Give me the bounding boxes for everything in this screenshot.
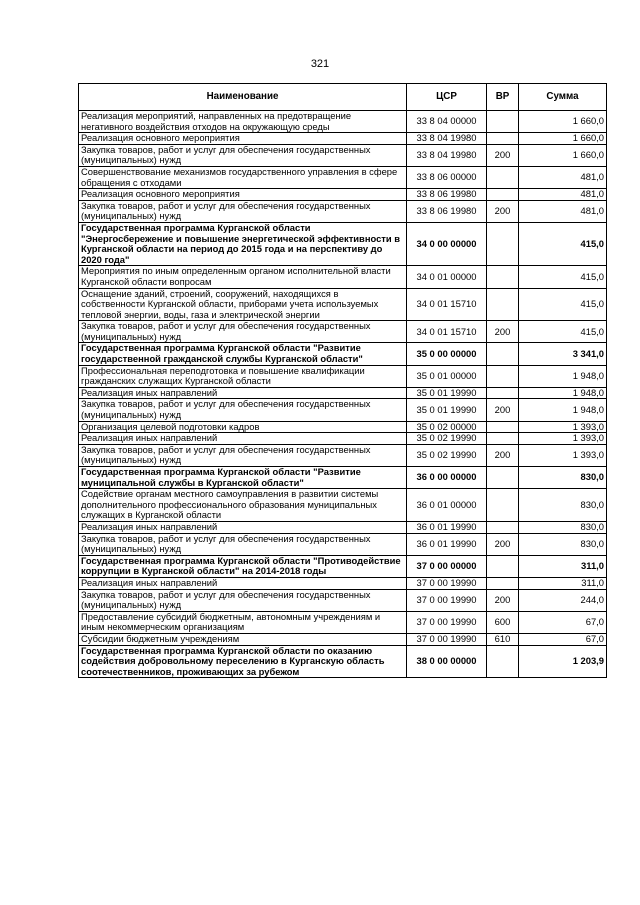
row-vr-cell (487, 133, 519, 145)
row-csr-cell: 36 0 00 00000 (407, 467, 487, 489)
budget-table (78, 83, 607, 678)
row-csr-cell: 36 0 01 00000 (407, 489, 487, 522)
row-name-cell: Совершенствование механизмов государственного управления в сфере обращения с отходами (79, 166, 407, 188)
table-row (79, 645, 607, 678)
row-sum-cell: 1 393,0 (519, 421, 607, 433)
row-name-cell: Государственная программа Курганской области "Противодействие коррупции в Курганской области" на 2014-2018 годы (79, 555, 407, 577)
row-name-cell: Закупка товаров, работ и услуг для обеспечения государственных (муниципальных) нужд (79, 200, 407, 222)
row-vr-cell: 200 (487, 533, 519, 555)
row-name-cell: Реализация основного мероприятия (79, 133, 407, 145)
row-name-cell: Закупка товаров, работ и услуг для обеспечения государственных (муниципальных) нужд (79, 399, 407, 421)
row-csr-cell: 37 0 00 19990 (407, 611, 487, 633)
row-csr-cell: 35 0 01 19990 (407, 399, 487, 421)
row-vr-cell (487, 266, 519, 288)
row-csr-cell: 38 0 00 00000 (407, 645, 487, 678)
table-row (79, 111, 607, 133)
row-csr-cell: 36 0 01 19990 (407, 521, 487, 533)
table-row (79, 555, 607, 577)
row-name-cell: Реализация основного мероприятия (79, 189, 407, 201)
row-vr-cell (487, 343, 519, 365)
row-sum-cell: 415,0 (519, 321, 607, 343)
table-row (79, 144, 607, 166)
table-row (79, 489, 607, 522)
header-vr: ВР (487, 84, 519, 111)
table-row (79, 611, 607, 633)
row-sum-cell: 311,0 (519, 555, 607, 577)
table-row (79, 444, 607, 466)
row-vr-cell: 200 (487, 589, 519, 611)
row-vr-cell (487, 189, 519, 201)
row-vr-cell (487, 467, 519, 489)
table-row (79, 521, 607, 533)
row-sum-cell: 415,0 (519, 222, 607, 265)
row-csr-cell: 35 0 01 19990 (407, 387, 487, 399)
row-csr-cell: 34 0 01 15710 (407, 288, 487, 321)
row-csr-cell: 36 0 01 19990 (407, 533, 487, 555)
row-vr-cell: 200 (487, 321, 519, 343)
row-sum-cell: 1 948,0 (519, 399, 607, 421)
table-row (79, 200, 607, 222)
row-sum-cell: 1 203,9 (519, 645, 607, 678)
row-sum-cell: 1 660,0 (519, 144, 607, 166)
row-vr-cell (487, 166, 519, 188)
row-csr-cell: 37 0 00 19990 (407, 633, 487, 645)
row-vr-cell (487, 387, 519, 399)
row-sum-cell: 830,0 (519, 467, 607, 489)
row-sum-cell: 415,0 (519, 266, 607, 288)
row-vr-cell (487, 577, 519, 589)
table-row (79, 387, 607, 399)
row-sum-cell: 244,0 (519, 589, 607, 611)
row-csr-cell: 34 0 01 00000 (407, 266, 487, 288)
row-name-cell: Государственная программа Курганской области "Развитие государственной гражданской службы Курганской области" (79, 343, 407, 365)
row-sum-cell: 1 660,0 (519, 133, 607, 145)
row-name-cell: Мероприятия по иным определенным органом исполнительной власти Курганской области вопросам (79, 266, 407, 288)
row-vr-cell: 200 (487, 200, 519, 222)
row-name-cell: Предоставление субсидий бюджетным, автономным учреждениям и иным некоммерческим организациям (79, 611, 407, 633)
table-row (79, 433, 607, 445)
page-number: 321 (310, 58, 330, 70)
row-csr-cell: 35 0 02 19990 (407, 444, 487, 466)
row-sum-cell: 415,0 (519, 288, 607, 321)
table-row (79, 533, 607, 555)
row-csr-cell: 33 8 04 00000 (407, 111, 487, 133)
row-sum-cell: 1 948,0 (519, 387, 607, 399)
row-sum-cell: 1 660,0 (519, 111, 607, 133)
row-sum-cell: 3 341,0 (519, 343, 607, 365)
row-vr-cell (487, 433, 519, 445)
row-vr-cell (487, 111, 519, 133)
row-name-cell: Реализация иных направлений (79, 433, 407, 445)
row-name-cell: Оснащение зданий, строений, сооружений, находящихся в собственности Курганской области, приборами учета используемых тепловой энергии, воды, газа и электрической энергии (79, 288, 407, 321)
table-row (79, 421, 607, 433)
table-row (79, 133, 607, 145)
row-csr-cell: 35 0 00 00000 (407, 343, 487, 365)
row-csr-cell: 33 8 06 19980 (407, 189, 487, 201)
row-sum-cell: 1 393,0 (519, 433, 607, 445)
row-vr-cell (487, 421, 519, 433)
row-vr-cell (487, 222, 519, 265)
row-name-cell: Закупка товаров, работ и услуг для обеспечения государственных (муниципальных) нужд (79, 533, 407, 555)
row-name-cell: Реализация иных направлений (79, 387, 407, 399)
row-vr-cell (487, 645, 519, 678)
table-header-row (79, 84, 607, 111)
row-csr-cell: 34 0 01 15710 (407, 321, 487, 343)
row-name-cell: Государственная программа Курганской области "Энергосбережение и повышение энергетической эффективности в Курганской области на период до 2015 года и на перспективу до 2020 года" (79, 222, 407, 265)
table-row (79, 399, 607, 421)
row-vr-cell: 200 (487, 144, 519, 166)
table-row (79, 321, 607, 343)
row-name-cell: Закупка товаров, работ и услуг для обеспечения государственных (муниципальных) нужд (79, 589, 407, 611)
table-row (79, 467, 607, 489)
table-body (79, 111, 607, 678)
row-csr-cell: 33 8 04 19980 (407, 133, 487, 145)
row-name-cell: Закупка товаров, работ и услуг для обеспечения государственных (муниципальных) нужд (79, 144, 407, 166)
header-name: Наименование (79, 84, 407, 111)
table-row (79, 633, 607, 645)
row-name-cell: Реализация иных направлений (79, 577, 407, 589)
row-vr-cell: 600 (487, 611, 519, 633)
header-csr: ЦСР (407, 84, 487, 111)
row-name-cell: Организация целевой подготовки кадров (79, 421, 407, 433)
row-sum-cell: 830,0 (519, 533, 607, 555)
row-name-cell: Государственная программа Курганской области "Развитие муниципальной службы в Курганской области" (79, 467, 407, 489)
row-name-cell: Закупка товаров, работ и услуг для обеспечения государственных (муниципальных) нужд (79, 444, 407, 466)
header-sum: Сумма (519, 84, 607, 111)
row-sum-cell: 481,0 (519, 166, 607, 188)
table-row (79, 343, 607, 365)
row-csr-cell: 35 0 02 19990 (407, 433, 487, 445)
row-vr-cell: 200 (487, 399, 519, 421)
row-sum-cell: 830,0 (519, 521, 607, 533)
row-sum-cell: 481,0 (519, 200, 607, 222)
row-name-cell: Реализация мероприятий, направленных на предотвращение негативного воздействия отходов на окружающую среды (79, 111, 407, 133)
row-sum-cell: 481,0 (519, 189, 607, 201)
row-vr-cell: 610 (487, 633, 519, 645)
row-name-cell: Закупка товаров, работ и услуг для обеспечения государственных (муниципальных) нужд (79, 321, 407, 343)
table-row (79, 166, 607, 188)
table-row (79, 365, 607, 387)
row-sum-cell: 830,0 (519, 489, 607, 522)
table-row (79, 266, 607, 288)
row-sum-cell: 1 948,0 (519, 365, 607, 387)
row-csr-cell: 33 8 04 19980 (407, 144, 487, 166)
row-name-cell: Государственная программа Курганской области по оказанию содействия добровольному переселению в Курганскую область соотечественников, проживающих за рубежом (79, 645, 407, 678)
row-vr-cell (487, 365, 519, 387)
table-row (79, 288, 607, 321)
row-csr-cell: 35 0 02 00000 (407, 421, 487, 433)
row-name-cell: Содействие органам местного самоуправления в развитии системы дополнительного профессионального образования муниципальных служащих в Курганской области (79, 489, 407, 522)
row-sum-cell: 311,0 (519, 577, 607, 589)
row-csr-cell: 37 0 00 19990 (407, 589, 487, 611)
row-sum-cell: 67,0 (519, 611, 607, 633)
row-vr-cell (487, 521, 519, 533)
row-csr-cell: 35 0 01 00000 (407, 365, 487, 387)
row-csr-cell: 34 0 00 00000 (407, 222, 487, 265)
row-csr-cell: 37 0 00 19990 (407, 577, 487, 589)
row-name-cell: Реализация иных направлений (79, 521, 407, 533)
row-name-cell: Профессиональная переподготовка и повышение квалификации гражданских служащих Курганской области (79, 365, 407, 387)
table-row (79, 222, 607, 265)
table-row (79, 589, 607, 611)
row-vr-cell (487, 288, 519, 321)
row-vr-cell (487, 555, 519, 577)
table-row (79, 189, 607, 201)
row-csr-cell: 33 8 06 00000 (407, 166, 487, 188)
row-csr-cell: 33 8 06 19980 (407, 200, 487, 222)
row-csr-cell: 37 0 00 00000 (407, 555, 487, 577)
row-sum-cell: 1 393,0 (519, 444, 607, 466)
row-sum-cell: 67,0 (519, 633, 607, 645)
row-name-cell: Субсидии бюджетным учреждениям (79, 633, 407, 645)
row-vr-cell: 200 (487, 444, 519, 466)
row-vr-cell (487, 489, 519, 522)
table-row (79, 577, 607, 589)
